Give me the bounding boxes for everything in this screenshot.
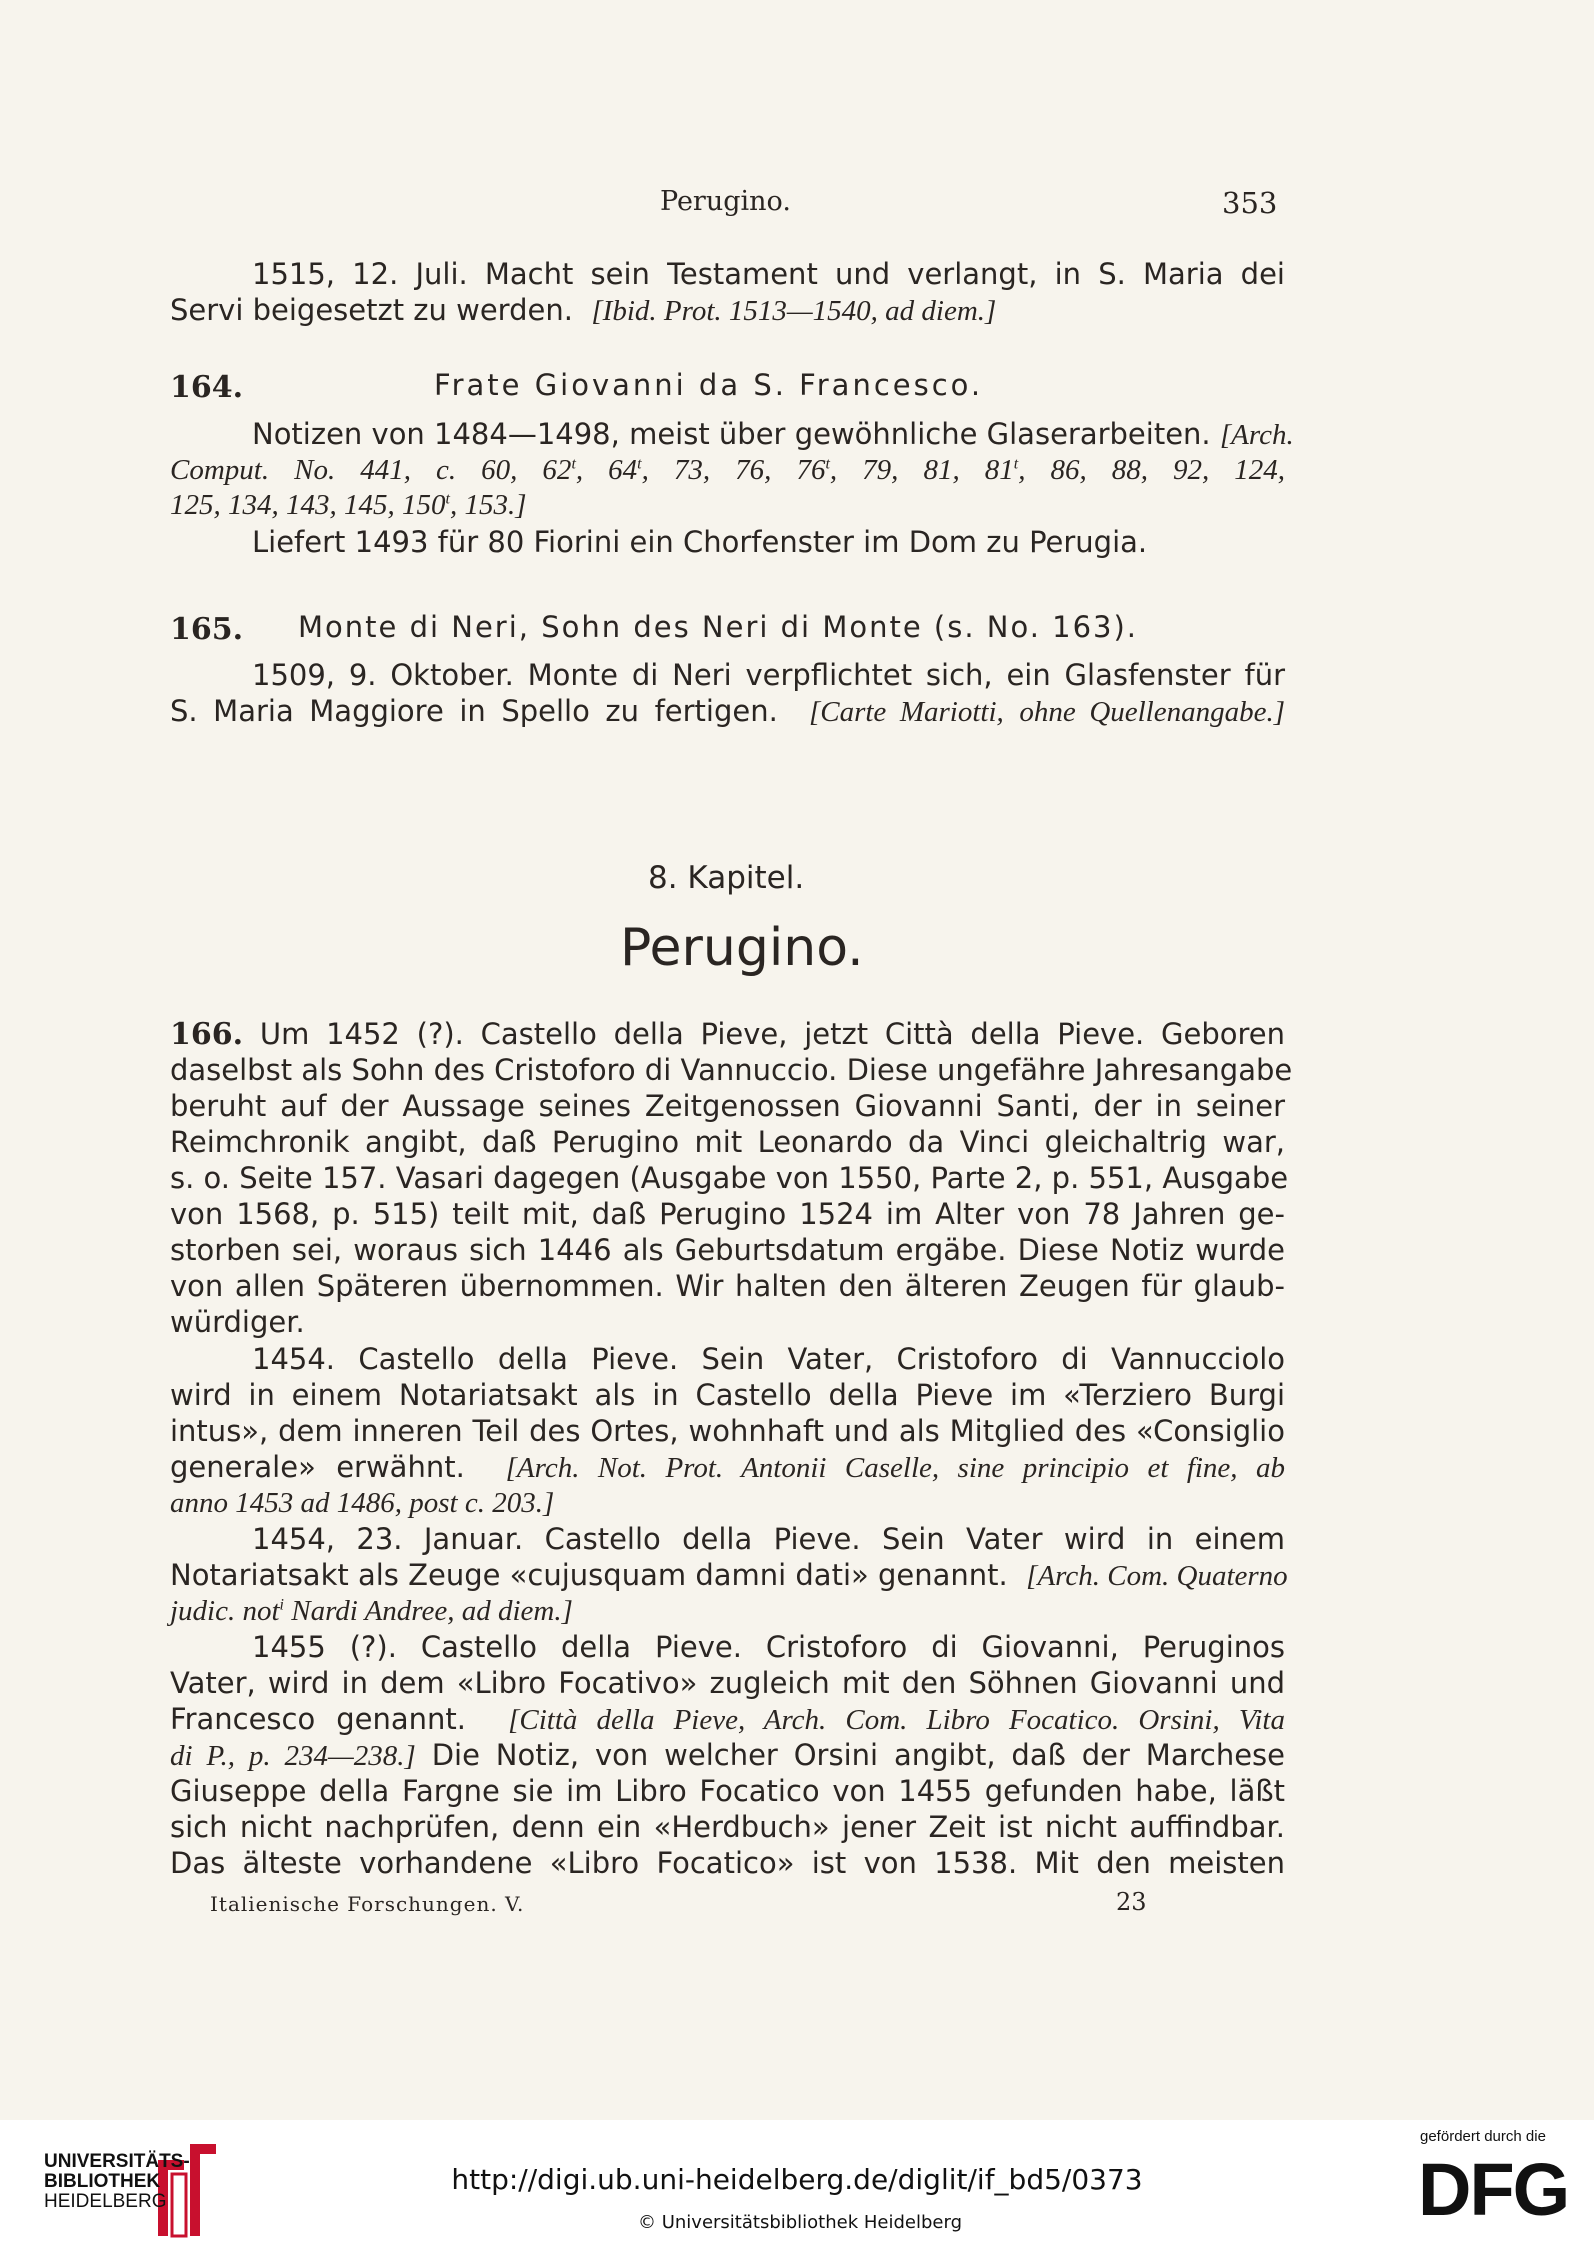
text-line: 166. Um 1452 (?). Castello della Pieve, jetzt Città della Pieve. Geboren [170, 1017, 1286, 1052]
text-line: beruht auf der Aussage seines Zeitgenossen Giovanni Santi, der in seiner [170, 1089, 1285, 1123]
text-line: von 1568, p. 515) teilt mit, daß Perugino 1524 im Alter von 78 Jahren ge- [170, 1197, 1285, 1231]
text-line: anno 1453 ad 1486, post c. 203.] [170, 1487, 555, 1519]
text-line: intus», dem inneren Teil des Ortes, wohnhaft und als Mitglied des «Consiglio [170, 1414, 1285, 1448]
chapter-label: 8. Kapitel. [648, 860, 805, 896]
text-line: 1454. Castello della Pieve. Sein Vater, Cristoforo di Vannucciolo [252, 1342, 1285, 1376]
text-line: Servi beigesetzt zu werden. [Ibid. Prot. 1513—1540, ad diem.] [170, 293, 997, 327]
text-line: Liefert 1493 für 80 Fiorini ein Chorfenster im Dom zu Perugia. [252, 525, 1148, 559]
text-line: daselbst als Sohn des Cristoforo di Vannuccio. Diese ungefähre Jahresangabe [170, 1053, 1293, 1087]
chapter-title: Perugino. [620, 918, 864, 978]
entry-number: 164. [170, 370, 244, 405]
text-line: generale» erwähnt. [Arch. Not. Prot. Antonii Caselle, sine principio et fine, ab [170, 1450, 1285, 1484]
text-line: 1509, 9. Oktober. Monte di Neri verpflichtet sich, ein Glasfenster für [252, 658, 1285, 692]
text-line: Notizen von 1484—1498, meist über gewöhnliche Glaserarbeiten. [Arch. [252, 417, 1294, 451]
running-title: Perugino. [660, 186, 791, 217]
text-line: Reimchronik angibt, daß Perugino mit Leonardo da Vinci gleichaltrig war, [170, 1125, 1285, 1159]
text-line: 1455 (?). Castello della Pieve. Cristoforo di Giovanni, Peruginos [252, 1630, 1285, 1664]
permalink-url[interactable]: http://digi.ub.uni-heidelberg.de/diglit/if_bd5/0373 [451, 2163, 1143, 2196]
funder-label: gefördert durch die [1420, 2128, 1546, 2145]
text-line: von allen Späteren übernommen. Wir halten den älteren Zeugen für glaub- [170, 1269, 1285, 1303]
text-line: würdiger. [170, 1305, 305, 1339]
text-line: 125, 134, 143, 145, 150$^t$, 153.] [170, 489, 527, 521]
text-line: Comput. No. 441, c. 60, 62$^t$, 64$^t$, 73, 76, 76$^t$, 79, 81, 81$^t$, 86, 88, 92, 124, [170, 454, 1286, 486]
entry-number: 165. [170, 612, 244, 647]
text-line: wird in einem Notariatsakt als in Castello della Pieve im «Terziero Burgi [170, 1378, 1285, 1412]
page-number: 353 [1222, 186, 1278, 220]
library-logo-text: UNIVERSITÄTS- BIBLIOTHEK HEIDELBERG [44, 2151, 190, 2212]
text-line: di P., p. 234—238.] Die Notiz, von welcher Orsini angibt, daß der Marchese [170, 1738, 1285, 1772]
text-line: Francesco genannt. [Città della Pieve, Arch. Com. Libro Focatico. Orsini, Vita [170, 1702, 1285, 1736]
entry-title: Frate Giovanni da S. Francesco. [434, 368, 984, 402]
text-line: Das älteste vorhandene «Libro Focatico» ist von 1538. Mit den meisten [170, 1846, 1285, 1880]
text-line: Vater, wird in dem «Libro Focativo» zugleich mit den Söhnen Giovanni und [170, 1666, 1285, 1700]
text-line: sich nicht nachprüfen, denn ein «Herdbuch» jener Zeit ist nicht auffindbar. [170, 1810, 1285, 1844]
signature-number: 23 [1116, 1888, 1147, 1916]
entry-title: Monte di Neri, Sohn des Neri di Monte (s. No. 163). [298, 610, 1139, 644]
text-line: s. o. Seite 157. Vasari dagegen (Ausgabe von 1550, Parte 2, p. 551, Ausgabe [170, 1161, 1289, 1195]
text-line: Giuseppe della Fargne sie im Libro Focatico von 1455 gefunden habe, läßt [170, 1774, 1285, 1808]
text-line: storben sei, woraus sich 1446 als Geburtsdatum ergäbe. Diese Notiz wurde [170, 1233, 1285, 1267]
copyright-notice: © Universitätsbibliothek Heidelberg [637, 2212, 962, 2233]
text-line: 1515, 12. Juli. Macht sein Testament und verlangt, in S. Maria dei [252, 257, 1285, 291]
text-line: Notariatsakt als Zeuge «cujusquam damni dati» genannt. [Arch. Com. Quaterno [170, 1558, 1288, 1592]
text-line: S. Maria Maggiore in Spello zu fertigen. [Carte Mariotti, ohne Quellenangabe.] [170, 694, 1286, 728]
signature-line: Italienische Forschungen. V. [210, 1892, 525, 1916]
dfg-logo[interactable]: DFG [1418, 2148, 1569, 2231]
text-line: 1454, 23. Januar. Castello della Pieve. Sein Vater wird in einem [252, 1522, 1285, 1556]
text-line: judic. not$^i$ Nardi Andree, ad diem.] [170, 1595, 573, 1627]
